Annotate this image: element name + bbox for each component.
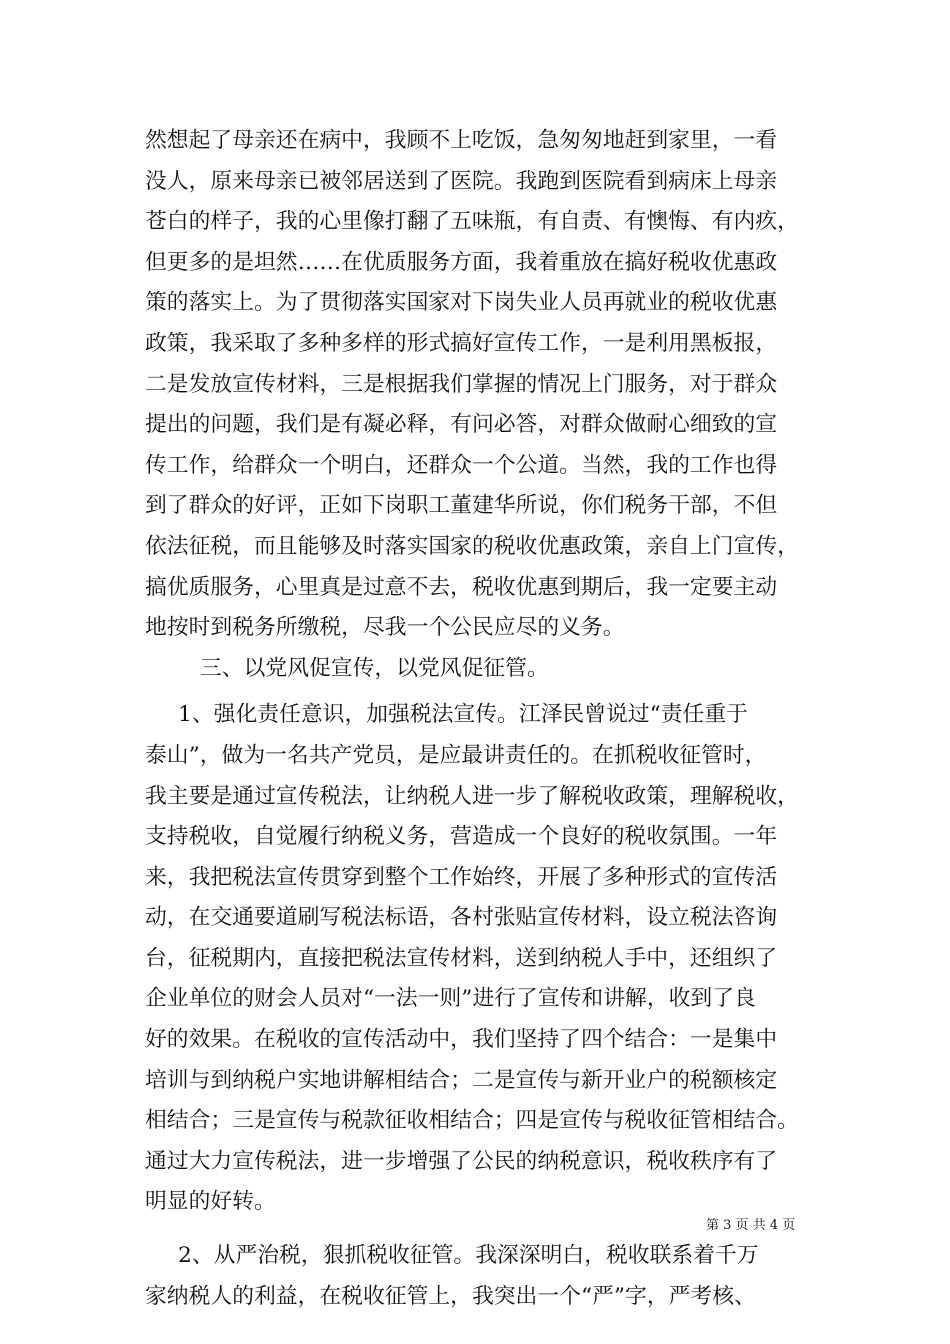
- text-line: 家纳税人的利益，在税收征管上，我突出一个“严”字，严考核、: [145, 1283, 756, 1309]
- section-heading: 三、以党风促宣传，以党风促征管。: [200, 655, 549, 681]
- text-line: 台，征税期内，直接把税法宣传材料，送到纳税人手中，还组织了: [145, 945, 778, 971]
- text-line: 地按时到税务所缴税，尽我一个公民应尽的义务。: [145, 615, 625, 641]
- body-text: [145, 121, 845, 1317]
- text-line: 1、强化责任意识，加强税法宣传。江泽民曾说过“责任重于: [178, 702, 748, 728]
- text-line: 策的落实上。为了贯彻落实国家对下岗失业人员再就业的税收优惠: [145, 290, 778, 316]
- text-line: 来，我把税法宣传贯穿到整个工作始终，开展了多种形式的宣传活: [145, 864, 778, 890]
- text-line: 搞优质服务，心里真是过意不去，税收优惠到期后，我一定要主动: [145, 574, 778, 600]
- text-line: 到了群众的好评，正如下岗职工董建华所说，你们税务干部，不但: [145, 493, 778, 519]
- text-line: 泰山”，做为一名共产党员，是应最讲责任的。在抓税收征管时，: [145, 742, 767, 768]
- text-line: 没人，原来母亲已被邻居送到了医院。我跑到医院看到病床上母亲: [145, 168, 778, 194]
- page-number-footer: 第 3 页 共 4 页: [706, 1218, 796, 1233]
- text-line: 我主要是通过宣传税法，让纳税人进一步了解税收政策，理解税收，: [145, 783, 799, 809]
- text-line: 苍白的样子，我的心里像打翻了五味瓶，有自责、有懊悔、有内疚，: [145, 209, 799, 235]
- text-line: 提出的问题，我们是有凝必释，有问必答，对群众做耐心细致的宣: [145, 412, 778, 438]
- text-line: 明显的好转。: [145, 1189, 276, 1215]
- text-line: 政策，我采取了多种多样的形式搞好宣传工作，一是利用黑板报，: [145, 330, 778, 356]
- text-line: 传工作，给群众一个明白，还群众一个公道。当然，我的工作也得: [145, 452, 778, 478]
- text-line: 然想起了母亲还在病中，我顾不上吃饭，急匆匆地赶到家里，一看: [145, 128, 778, 153]
- text-line: 培训与到纳税户实地讲解相结合；二是宣传与新开业户的税额核定: [145, 1067, 778, 1093]
- text-line: 动，在交通要道刷写税法标语，各村张贴宣传材料，设立税法咨询: [145, 905, 778, 931]
- paragraph-continuation: [145, 121, 845, 649]
- text-line: 企业单位的财会人员对“一法一则”进行了宣传和讲解，收到了良: [145, 986, 756, 1012]
- paragraph-item-2: [145, 1236, 845, 1317]
- text-line: 通过大力宣传税法，进一步增强了公民的纳税意识，税收秩序有了: [145, 1148, 778, 1174]
- text-line: 二是发放宣传材料，三是根据我们掌握的情况上门服务，对于群众: [145, 371, 778, 397]
- text-line: 好的效果。在税收的宣传活动中，我们坚持了四个结合：一是集中: [145, 1027, 778, 1053]
- paragraph-item-1: [145, 695, 845, 1223]
- text-line: 相结合；三是宣传与税款征收相结合；四是宣传与税收征管相结合。: [145, 1108, 799, 1134]
- text-line: 但更多的是坦然……在优质服务方面，我着重放在搞好税收优惠政: [145, 249, 778, 275]
- text-line: 依法征税，而且能够及时落实国家的税收优惠政策，亲自上门宣传，: [145, 533, 799, 559]
- text-line: 支持税收，自觉履行纳税义务，营造成一个良好的税收氛围。一年: [145, 824, 778, 850]
- text-line: 2、从严治税，狠抓税收征管。我深深明白，税收联系着千万: [178, 1243, 759, 1269]
